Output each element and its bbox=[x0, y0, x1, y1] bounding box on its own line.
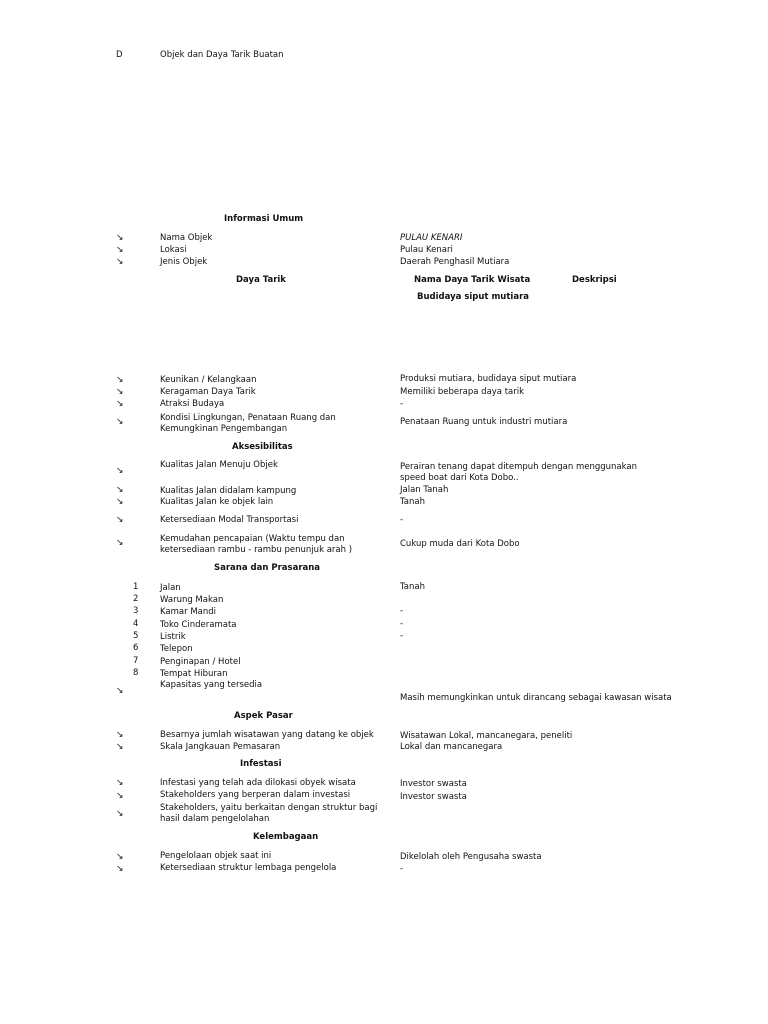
item-number: 2 bbox=[133, 594, 139, 604]
row-label: Lokasi bbox=[160, 245, 187, 255]
row-value: - bbox=[400, 619, 404, 629]
row-label: Jalan bbox=[160, 583, 181, 593]
item-number: 6 bbox=[133, 643, 139, 653]
heading-aspek-pasar: Aspek Pasar bbox=[234, 711, 293, 721]
arrow-icon: ↘ bbox=[116, 730, 124, 740]
row-label: Ketersediaan struktur lembaga pengelola bbox=[160, 863, 337, 873]
row-value: Penataan Ruang untuk industri mutiara bbox=[400, 417, 568, 427]
row-value: - bbox=[400, 399, 404, 409]
arrow-icon: ↘ bbox=[116, 497, 124, 507]
row-label: Atraksi Budaya bbox=[160, 399, 225, 409]
arrow-icon: ↘ bbox=[116, 399, 124, 409]
heading-infestasi: Infestasi bbox=[240, 759, 282, 769]
row-label: Stakeholders yang berperan dalam investasi bbox=[160, 790, 351, 800]
item-number: 5 bbox=[133, 631, 139, 641]
arrow-icon: ↘ bbox=[116, 417, 124, 427]
arrow-icon: ↘ bbox=[116, 852, 124, 862]
item-number: 3 bbox=[133, 606, 139, 616]
row-label: Kualitas Jalan ke objek lain bbox=[160, 497, 274, 507]
row-value: - bbox=[400, 631, 404, 641]
row-value: Lokal dan mancanegara bbox=[400, 742, 503, 752]
attraction-name: Budidaya siput mutiara bbox=[417, 292, 530, 302]
column-header-description: Deskripsi bbox=[572, 275, 617, 285]
row-value: - bbox=[400, 606, 404, 616]
row-label: Tempat Hiburan bbox=[160, 669, 228, 679]
row-value: Dikelolah oleh Pengusaha swasta bbox=[400, 852, 542, 862]
arrow-icon: ↘ bbox=[116, 257, 124, 267]
row-label: Skala Jangkauan Pemasaran bbox=[160, 742, 281, 752]
row-label: Toko Cinderamata bbox=[160, 620, 237, 630]
heading-aksesibilitas: Aksesibilitas bbox=[232, 442, 293, 452]
row-label: Telepon bbox=[160, 644, 193, 654]
item-number: 1 bbox=[133, 582, 139, 592]
arrow-icon: ↘ bbox=[116, 742, 124, 752]
row-value: Pulau Kenari bbox=[400, 245, 453, 255]
page-title: Objek dan Daya Tarik Buatan bbox=[160, 50, 284, 60]
row-label: Besarnya jumlah wisatawan yang datang ke objek bbox=[160, 730, 374, 740]
section-letter: D bbox=[116, 50, 123, 60]
arrow-icon: ↘ bbox=[116, 864, 124, 874]
item-number: 4 bbox=[133, 619, 139, 629]
row-value: Memiliki beberapa daya tarik bbox=[400, 387, 525, 397]
row-value: Wisatawan Lokal, mancanegara, peneliti bbox=[400, 731, 573, 741]
arrow-icon: ↘ bbox=[116, 538, 124, 548]
row-label: Stakeholders, yaitu berkaitan dengan struktur bagi hasil dalam pengelolahan bbox=[160, 803, 378, 824]
arrow-icon: ↘ bbox=[116, 809, 124, 819]
arrow-icon: ↘ bbox=[116, 245, 124, 255]
row-value: Tanah bbox=[400, 497, 425, 507]
heading-informasi-umum: Informasi Umum bbox=[224, 214, 304, 224]
row-label: Nama Objek bbox=[160, 233, 213, 243]
row-label: Jenis Objek bbox=[160, 257, 208, 267]
row-value: Jalan Tanah bbox=[400, 485, 449, 495]
row-label: Kamar Mandi bbox=[160, 607, 217, 617]
arrow-icon: ↘ bbox=[116, 515, 124, 525]
row-value: Tanah bbox=[400, 582, 425, 592]
row-label: Keragaman Daya Tarik bbox=[160, 387, 256, 397]
heading-kelembagaan: Kelembagaan bbox=[253, 832, 319, 842]
row-value: Perairan tenang dapat ditempuh dengan menggunakan speed boat dari Kota Dobo.. bbox=[400, 462, 638, 483]
row-value: Cukup muda dari Kota Dobo bbox=[400, 539, 520, 549]
arrow-icon: ↘ bbox=[116, 233, 124, 243]
item-number: 8 bbox=[133, 668, 139, 678]
arrow-icon: ↘ bbox=[116, 485, 124, 495]
item-number: 7 bbox=[133, 656, 139, 666]
row-label: Keunikan / Kelangkaan bbox=[160, 375, 257, 385]
heading-sarana-prasarana: Sarana dan Prasarana bbox=[214, 563, 321, 573]
row-label: Infestasi yang telah ada dilokasi obyek wisata bbox=[160, 778, 356, 788]
arrow-icon: ↘ bbox=[116, 686, 124, 696]
arrow-icon: ↘ bbox=[116, 778, 124, 788]
row-label: Kapasitas yang tersedia bbox=[160, 680, 263, 690]
row-label: Pengelolaan objek saat ini bbox=[160, 851, 272, 861]
row-label: Kondisi Lingkungan, Penataan Ruang dan Kemungkinan Pengembangan bbox=[160, 413, 336, 434]
row-label: Kualitas Jalan didalam kampung bbox=[160, 486, 297, 496]
heading-daya-tarik: Daya Tarik bbox=[236, 275, 286, 285]
row-label: Warung Makan bbox=[160, 595, 224, 605]
row-value: Masih memungkinkan untuk dirancang sebagai kawasan wisata bbox=[400, 693, 672, 703]
row-label: Kemudahan pencapaian (Waktu tempu dan ketersediaan rambu - rambu penunjuk arah ) bbox=[160, 534, 353, 555]
row-label: Kualitas Jalan Menuju Objek bbox=[160, 460, 278, 470]
row-label: Listrik bbox=[160, 632, 186, 642]
row-value: Investor swasta bbox=[400, 792, 467, 802]
row-value: Daerah Penghasil Mutiara bbox=[400, 257, 510, 267]
row-label: Ketersediaan Modal Transportasi bbox=[160, 515, 299, 525]
row-value: Produksi mutiara, budidaya siput mutiara bbox=[400, 374, 577, 384]
row-value: - bbox=[400, 515, 404, 525]
arrow-icon: ↘ bbox=[116, 466, 124, 476]
arrow-icon: ↘ bbox=[116, 387, 124, 397]
arrow-icon: ↘ bbox=[116, 375, 124, 385]
row-value: PULAU KENARI bbox=[400, 233, 463, 243]
arrow-icon: ↘ bbox=[116, 791, 124, 801]
row-label: Penginapan / Hotel bbox=[160, 657, 241, 667]
column-header-name: Nama Daya Tarik Wisata bbox=[414, 275, 531, 285]
row-value: Investor swasta bbox=[400, 779, 467, 789]
row-value: - bbox=[400, 864, 404, 874]
